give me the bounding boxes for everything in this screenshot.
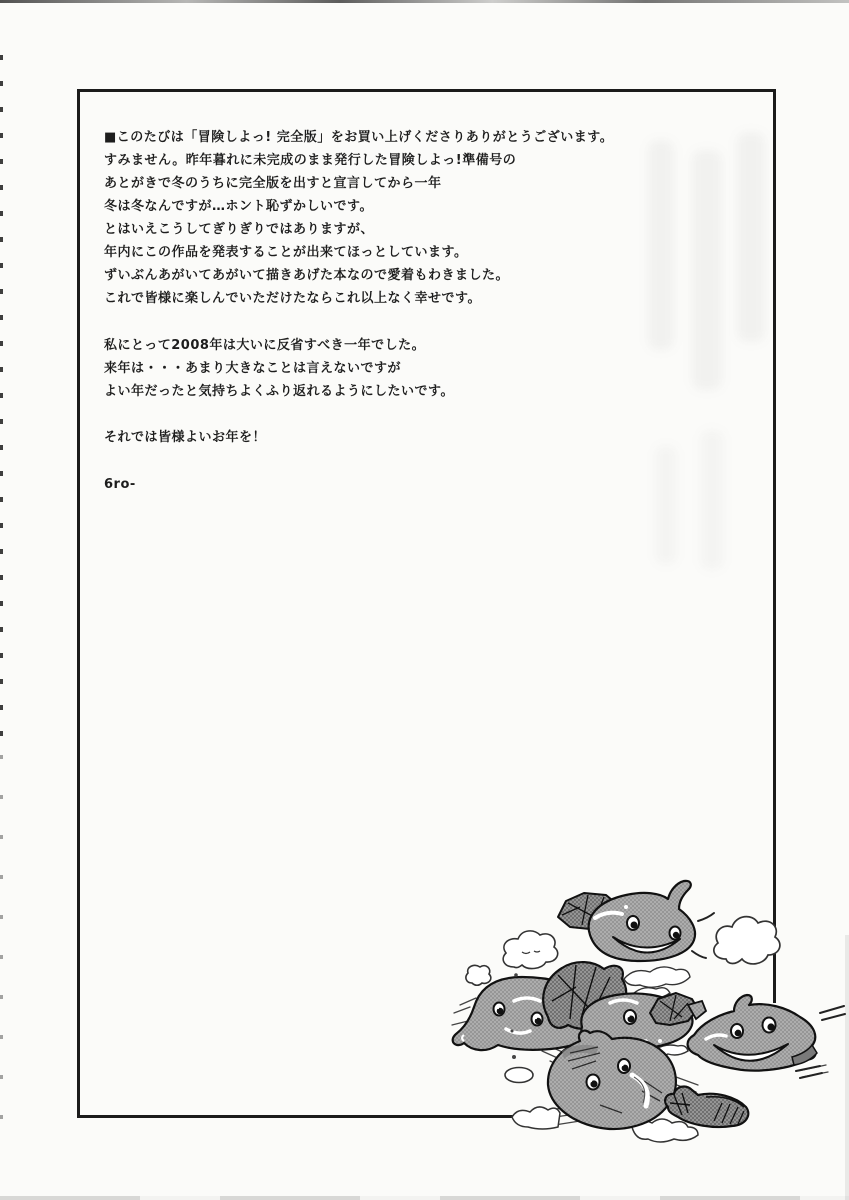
boot bbox=[665, 1087, 748, 1127]
afterword-line: 来年は・・・あまり大きなことは言えないですが bbox=[104, 361, 402, 376]
scan-edge-top bbox=[0, 0, 849, 3]
steam-puff-right bbox=[714, 917, 780, 964]
scan-edge-left-lower bbox=[0, 755, 3, 1155]
afterword-line: すみません。昨年暮れに未完成のまま発行した冒険しよっ!準備号の bbox=[104, 153, 517, 168]
afterword-line: 私にとって2008年は大いに反省すべき一年でした。 bbox=[104, 338, 426, 353]
slime-top bbox=[589, 881, 714, 961]
page-frame-left bbox=[77, 89, 80, 1118]
afterword-line: 年内にこの作品を発表することが出来てほっとしています。 bbox=[104, 245, 468, 260]
afterword-line: これで皆様に楽しんでいただけたならこれ以上なく幸せです。 bbox=[104, 291, 481, 306]
afterword-text bbox=[104, 126, 744, 496]
afterword-line: あとがきで冬のうちに完全版を出すと宣言してから一年 bbox=[104, 176, 442, 191]
afterword-line: 冬は冬なんですが…ホント恥ずかしいです。 bbox=[104, 199, 373, 214]
slimes-illustration bbox=[430, 855, 849, 1200]
afterword-line: ずいぶんあがいてあがいて描きあげた本なので愛着もわきました。 bbox=[104, 268, 510, 283]
afterword-line: それでは皆様よいお年を！ bbox=[104, 430, 267, 445]
afterword-line: よい年だったと気持ちよくふり返れるようにしたいです。 bbox=[104, 384, 454, 399]
scan-edge-left bbox=[0, 55, 3, 755]
afterword-line: とはいえこうしてぎりぎりではありますが、 bbox=[104, 222, 375, 237]
page-frame-top bbox=[77, 89, 776, 92]
artist-signature: 6ro- bbox=[104, 477, 136, 492]
afterword-line: ■このたびは「冒険しよっ! 完全版」をお買い上げくださりありがとうございます。 bbox=[104, 130, 614, 145]
